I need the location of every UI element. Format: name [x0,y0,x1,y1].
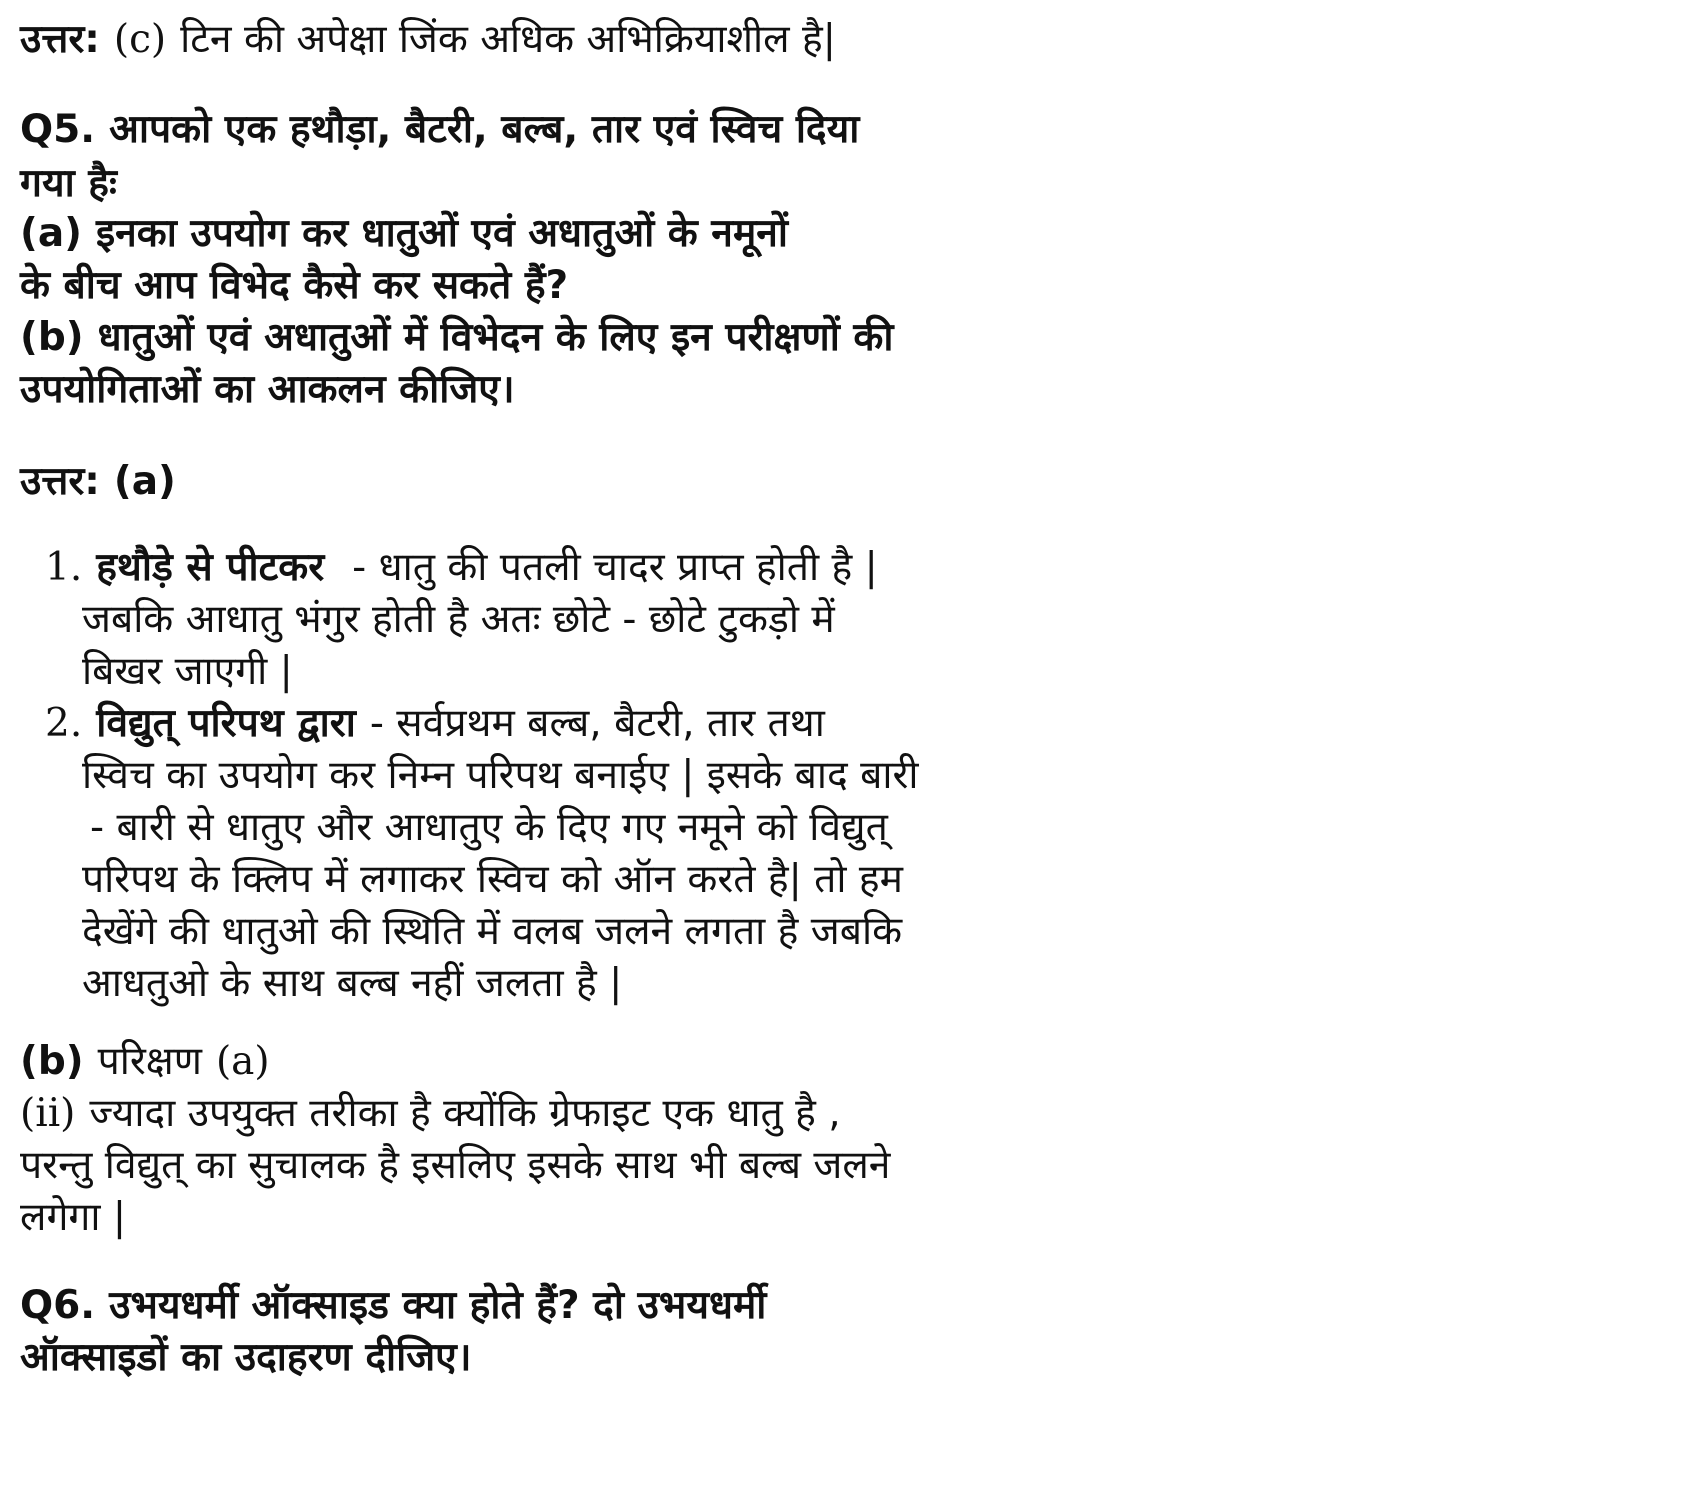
part-label: (b) [20,1039,84,1084]
question-number: Q6. [20,1283,96,1328]
q5-part-b-line-1 [20,312,893,364]
item-1-line-3 [82,646,293,698]
answer-text: लगेगा | [20,1195,126,1240]
item-2-line-2 [82,750,919,802]
answer-text: टिन की अपेक्षा जिंक अधिक अभिक्रियाशील है| [180,17,836,62]
answer-part-b-line-1 [20,1036,270,1088]
item-2-line-4 [82,854,903,906]
item-2-line-6 [82,958,622,1010]
item-number: 2. [45,701,83,746]
item-text: देखेंगे की धातुओ की स्थिति में वलब जलने लगता है जबकि [82,909,903,954]
q5-line-2 [20,158,117,210]
question-text: धातुओं एवं अधातुओं में विभेदन के लिए इन परीक्षणों की [97,315,894,360]
question-text: के बीच आप विभेद कैसे कर सकते हैं? [20,263,569,308]
q5-part-b-line-2 [20,364,515,416]
question-text: उपयोगिताओं का आकलन कीजिए। [20,367,515,412]
item-text: जबकि आधातु भंगुर होती है अतः छोटे - छोटे टुकड़ो में [82,597,835,642]
answer-option: (c) [113,17,167,62]
answer-part-b-line-4 [20,1192,126,1244]
answer-prev-line [20,14,836,66]
item-2-line-1 [45,698,825,750]
item-text: - धातु की पतली चादर प्राप्त होती है | [352,545,878,590]
answer-text: परन्तु विद्युत् का सुचालक है इसलिए इसके साथ भी बल्ब जलने [20,1143,891,1188]
answer-part-b-line-2 [20,1088,841,1140]
question-number: Q5. [20,107,96,152]
item-heading: विद्युत् परिपथ द्वारा [96,701,356,746]
answer-label: उत्तर: [20,17,100,62]
item-2-line-5 [82,906,902,958]
item-text: परिपथ के क्लिप में लगाकर स्विच को ऑन करते है| तो हम [82,857,903,902]
answer-text: ज्यादा उपयुक्त तरीका है क्योंकि ग्रेफाइट एक धातु है , [89,1091,841,1136]
q5-line-1 [20,104,859,156]
item-text: - बारी से धातुए और आधातुए के दिए गए नमूने को विद्युत् [90,805,888,850]
part-label: (a) [20,211,82,256]
question-text: इनका उपयोग कर धातुओं एवं अधातुओं के नमूनों [95,211,789,256]
item-text: स्विच का उपयोग कर निम्न परिपथ बनाईए | इसके बाद बारी [82,753,919,798]
question-text: उभयधर्मी ऑक्साइड क्या होते हैं? दो उभयधर्मी [109,1283,767,1328]
part-label: (b) [20,315,84,360]
item-1-line-1 [45,542,878,594]
item-number: 1. [45,545,83,590]
question-text: ऑक्साइडों का उदाहरण दीजिए। [20,1335,472,1380]
item-text: - सर्वप्रथम बल्ब, बैटरी, तार तथा [369,701,825,746]
q6-line-1 [20,1280,766,1332]
q5-part-a-line-2 [20,260,568,312]
answer-label: उत्तर: [20,459,100,504]
q6-line-2 [20,1332,472,1384]
item-text: बिखर जाएगी | [82,649,293,694]
item-text: आधतुओ के साथ बल्ब नहीं जलता है | [82,961,623,1006]
item-2-line-3 [90,802,888,854]
part-label: (a) [113,459,176,504]
item-heading: हथौड़े से पीटकर [96,545,325,590]
answer-q5-heading [20,456,176,508]
question-text: आपको एक हथौड़ा, बैटरी, बल्ब, तार एवं स्विच दिया [109,107,860,152]
answer-text: परिक्षण [97,1039,202,1084]
sub-label: (ii) [20,1091,76,1136]
q5-part-a-line-1 [20,208,788,260]
item-1-line-2 [82,594,835,646]
question-text: गया हैः [20,161,117,206]
answer-option: (a) [215,1039,270,1084]
answer-part-b-line-3 [20,1140,890,1192]
